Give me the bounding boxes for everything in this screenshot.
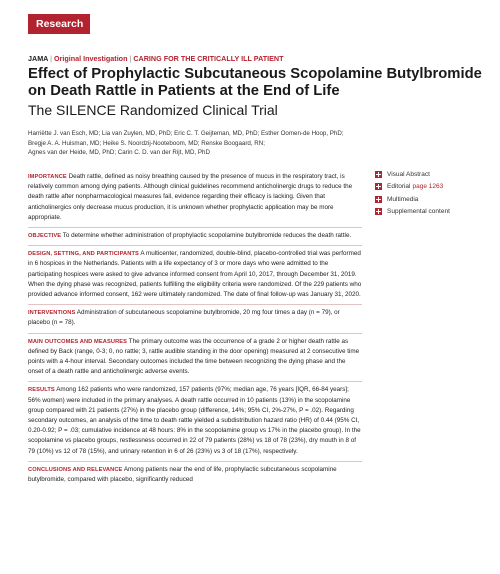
abstract-section-objective [28, 228, 362, 246]
section-banner [28, 14, 90, 34]
sidebar-item-label: Multimedia [387, 195, 419, 203]
section-heading: RESULTS [28, 387, 55, 394]
abstract-section-importance [28, 172, 362, 228]
author-list [28, 129, 488, 158]
sidebar-item-multimedia[interactable] [375, 193, 495, 206]
plus-icon [375, 183, 382, 190]
sidebar-item-label: Visual Abstract [387, 170, 430, 178]
plus-icon [375, 196, 382, 203]
article-series: CARING FOR THE CRITICALLY ILL PATIENT [133, 54, 284, 63]
plus-icon [375, 171, 382, 178]
section-text: Death rattle, defined as noisy breathing caused by the presence of mucus in the respiratory tract, is relatively common among dying patients. Although clinical guidelines recommend anticholinergic drugs to reduce the death rattle after nonpharmacological measures fail, evidence regarding their efficacy is lacking. Given that anticholinergics only decrease mucus production, it is unknown whether prophylactic application may be more appropriate. [28, 173, 353, 221]
article-subtitle: The SILENCE Randomized Clinical Trial [28, 102, 278, 118]
article-kicker [28, 54, 283, 63]
section-heading: INTERVENTIONS [28, 310, 76, 317]
editorial-page-link[interactable]: page 1263 [412, 183, 444, 191]
abstract-section-conclusions [28, 462, 362, 489]
article-title: Effect of Prophylactic Subcutaneous Scopolamine Butylbromide on Death Rattle in Patients at the End of Life [28, 66, 482, 99]
section-heading: OBJECTIVE [28, 233, 62, 240]
section-text: Among patients near the end of life, prophylactic subcutaneous scopolamine butylbromide, compared with placebo, significantly reduced [28, 465, 337, 484]
abstract-section-results [28, 382, 362, 461]
section-heading: MAIN OUTCOMES AND MEASURES [28, 338, 128, 345]
author-line: Bregje A. A. Huisman, MD; Heike S. Noordzij-Nooteboom, MD; Renske Boogaard, RN; [28, 139, 265, 147]
sidebar-item-editorial[interactable] [375, 181, 495, 194]
section-text: Administration of subcutaneous scopolamine butylbromide, 20 mg four times a day (n = 79), or placebo (n = 78). [28, 309, 340, 327]
sidebar-item-label: Editorial [387, 183, 411, 191]
section-text: Among 162 patients who were randomized, 157 patients (97%; median age, 76 years [IQR, 66-84 years]; 56% women) were included in the primary analyses. A death rattle occurred in 10 patients (13%) in the scopolamine group compared with 21 patients (27%) in the placebo group (difference, 14%; 95% CI, 2%-27%, P = .02). Regarding secondary outcomes, an analysis of the time to death rattle yielded a subdistribution hazard ratio (HR) of 0.44 (95% CI, 0.20-0.92; P = .03; cumulative incidence at 48 hours: 8% in the scopolamine group vs 17% in the placebo group). In the scopolamine vs placebo groups, restlessness occurred in 22 of 79 patients (28%) vs 18 of 78 (23%), dry mouth in 8 of 79 (10%) vs 12 of 78 (15%), and urinary retention in 6 of 26 (23%) vs 3 of 18 (17%), respectively. [28, 386, 361, 455]
section-text: The primary outcome was the occurrence of a grade 2 or higher death rattle as defined by Back (range, 0-3; 0, no rattle; 3, rattle audible standing in the door opening) measured at 2 consecutive time points with a 4-hour interval. Secondary outcomes included the time between recognizing the dying phase and the onset of a death rattle and anticholinergic adverse events. [28, 337, 360, 376]
kicker-separator: | [129, 54, 132, 63]
section-text: A multicenter, randomized, double-blind, placebo-controlled trial was performed in 6 hospices in the Netherlands. Patients with a life expectancy of 3 or more days who were admitted to the participating hospices were asked to give advance informed consent from April 10, 2017, through December 31, 2019. When the dying phase was recognized, patients fulfilling the eligibility criteria were randomized. Of the 229 patients who provided advance informed consent, 162 were ultimately randomized. The date of final follow-up was January 31, 2020. [28, 250, 362, 299]
section-heading: CONCLUSIONS AND RELEVANCE [28, 466, 123, 473]
related-content-sidebar [375, 168, 495, 218]
section-heading: IMPORTANCE [28, 174, 67, 180]
abstract-section-interventions [28, 305, 362, 333]
author-line: Agnes van der Heide, MD, PhD; Carin C. D. van der Rijt, MD, PhD [28, 149, 210, 157]
section-heading: DESIGN, SETTING, AND PARTICIPANTS [28, 251, 139, 258]
sidebar-item-supplemental-content[interactable] [375, 206, 495, 219]
abstract [28, 172, 362, 489]
author-line: Harriëtte J. van Esch, MD; Lia van Zuylen, MD, PhD; Eric C. T. Geijteman, MD, PhD; Esther Oomen-de Hoop, PhD; [28, 130, 344, 137]
abstract-section-design [28, 246, 362, 305]
journal-name: JAMA [28, 54, 49, 63]
plus-icon [375, 208, 382, 215]
sidebar-item-label: Supplemental content [387, 208, 450, 216]
banner-label: Research [36, 18, 84, 30]
article-type: Original Investigation [53, 54, 128, 63]
section-text: To determine whether administration of prophylactic scopolamine butylbromide reduces the death rattle. [62, 232, 352, 240]
kicker-separator: | [50, 54, 52, 63]
abstract-section-outcomes [28, 334, 362, 383]
sidebar-item-visual-abstract[interactable] [375, 168, 495, 181]
